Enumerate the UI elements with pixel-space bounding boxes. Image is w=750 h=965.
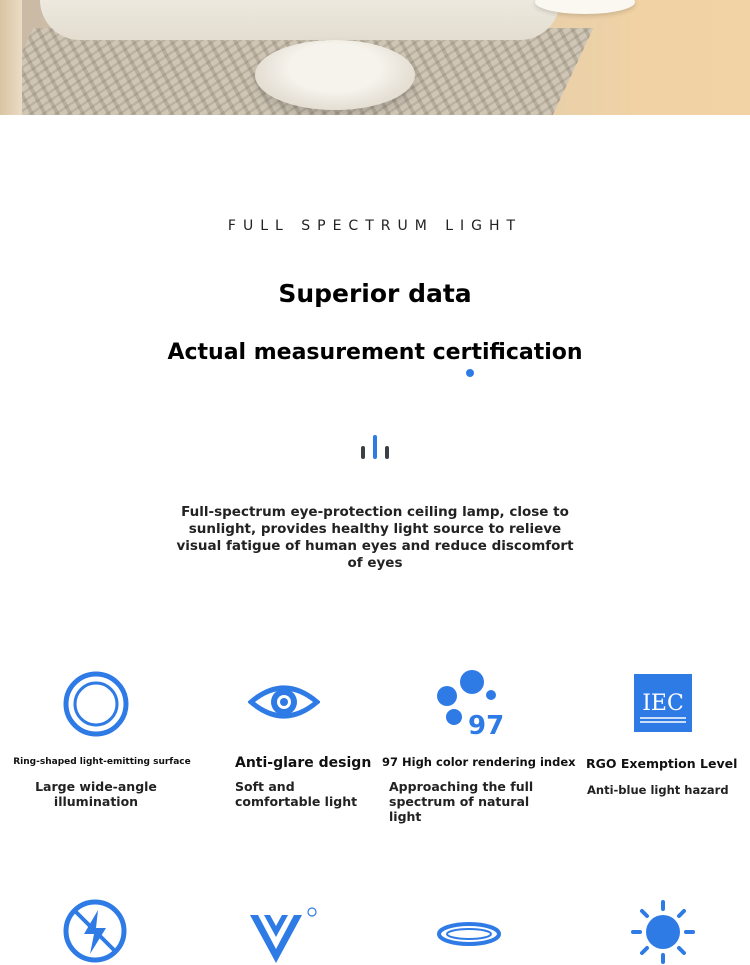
feature-title-rgo: RGO Exemption Level [586, 756, 738, 771]
accent-dot [466, 369, 474, 377]
chair-leg-image [0, 0, 22, 115]
feature-desc-line: comfortable light [235, 794, 358, 809]
feature-title-antiglare: Anti-glare design [235, 755, 372, 771]
eye-icon [248, 680, 320, 724]
feature-desc-line: Anti-blue light hazard [587, 783, 729, 797]
feature-desc-rgo [587, 783, 747, 798]
feature-desc-cri [389, 779, 564, 824]
ring-icon [62, 670, 130, 738]
cushion-image [255, 40, 415, 110]
feature-desc-line: Soft and [235, 779, 295, 794]
feature-title-cri: 97 High color rendering index [382, 755, 576, 769]
feature-desc-line: spectrum of natural light [389, 794, 530, 824]
section-eyebrow: FULL SPECTRUM LIGHT [227, 218, 523, 234]
feature-desc-line: Large wide-angle [35, 779, 157, 794]
sun-icon [631, 900, 695, 964]
sofa-image [40, 0, 560, 40]
hero-photo [0, 0, 750, 115]
iec-logo-text: IEC [642, 691, 684, 716]
feature-desc-ring [15, 779, 177, 809]
description-text: Full-spectrum eye-protection ceiling lamp, close to sunlight, provides healthy light source to relieve visual fatigue of human eyes and reduce discomfort of eyes [176, 504, 574, 571]
section-title: Superior data [278, 279, 472, 308]
cri-value-label: 97 [468, 711, 505, 738]
ring-light-icon [436, 920, 502, 948]
section-subtitle: Actual measurement certification [167, 340, 583, 365]
bars-icon [359, 433, 391, 459]
feature-desc-line: illumination [53, 794, 139, 809]
no-flicker-icon [62, 898, 128, 964]
feature-desc-line: Approaching the full [389, 779, 534, 794]
v-logo-icon [246, 905, 320, 965]
feature-desc-antiglare [235, 779, 385, 809]
iec-logo-icon [634, 674, 692, 732]
color-rendering-97-icon [434, 668, 506, 738]
feature-title-ring: Ring-shaped light-emitting surface [13, 757, 191, 767]
